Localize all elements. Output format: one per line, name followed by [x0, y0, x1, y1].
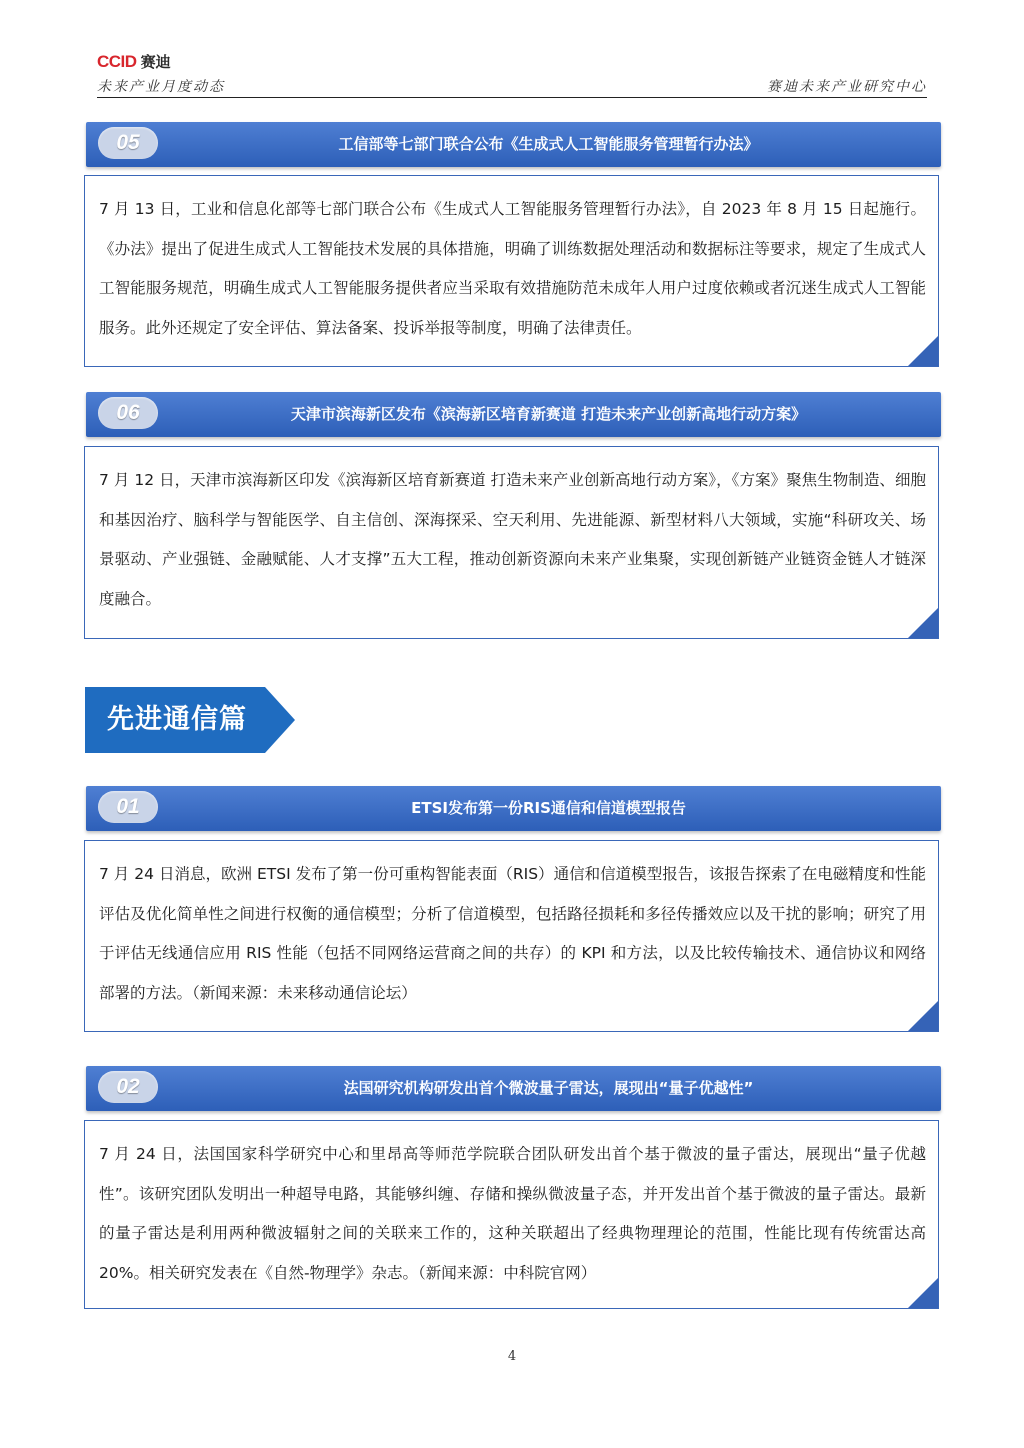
- logo-cn: 赛迪: [140, 53, 171, 71]
- header-divider: [97, 97, 927, 98]
- corner-decoration: [908, 1001, 938, 1031]
- news-body-text: 7 月 24 日消息，欧洲 ETSI 发布了第一份可重构智能表面（RIS）通信和信道模型报告，该报告探索了在电磁精度和性能评估及优化简单性之间进行权衡的通信模型；分析了信道模型，包括路径损耗和多径传播效应以及干扰的影响；研究了用于评估无线通信应用 RIS 性能（包括不同网络运营商之间的共存）的 KPI 和方法，以及比较传输技术、通信协议和网络部署的方法。（新闻来源：未来移动通信论坛）: [99, 865, 926, 1002]
- header-right-title: 赛迪未来产业研究中心: [767, 79, 927, 95]
- news-title: 工信部等七部门联合公布《生成式人工智能服务管理暂行办法》: [338, 135, 759, 153]
- news-body-text: 7 月 13 日，工业和信息化部等七部门联合公布《生成式人工智能服务管理暂行办法》，自 2023 年 8 月 15 日起施行。《办法》提出了促进生成式人工智能技术发展的具体措施，明确了训练数据处理活动和数据标注等要求，规定了生成式人工智能服务规范，明确生成式人工智能服务提供者应当采取有效措施防范未成年人用户过度依赖或者沉迷生成式人工智能服务。此外还规定了安全评估、算法备案、投诉举报等制度，明确了法律责任。: [99, 200, 926, 337]
- news-title-bar: [86, 1066, 941, 1111]
- news-number-badge: 05: [98, 127, 158, 159]
- news-number-badge: 06: [98, 397, 158, 429]
- page-number: 4: [507, 1349, 517, 1364]
- news-number-badge: 01: [98, 791, 158, 823]
- logo-brand: CCID: [97, 52, 137, 71]
- corner-decoration: [908, 608, 938, 638]
- news-number-badge: 02: [98, 1071, 158, 1103]
- section-banner: [85, 687, 295, 753]
- news-body-box: [84, 840, 939, 1032]
- news-body-box: [84, 1120, 939, 1309]
- corner-decoration: [908, 1278, 938, 1308]
- news-title-bar: [86, 786, 941, 831]
- header-left-title: 未来产业月度动态: [97, 79, 225, 95]
- logo: [97, 52, 171, 72]
- news-title: 天津市滨海新区发布《滨海新区培育新赛道 打造未来产业创新高地行动方案》: [290, 405, 807, 423]
- news-title-bar: [86, 122, 941, 167]
- corner-decoration: [908, 336, 938, 366]
- section-title: 先进通信篇: [107, 704, 247, 735]
- news-title-bar: [86, 392, 941, 437]
- news-title: ETSI发布第一份RIS通信和信道模型报告: [411, 799, 686, 817]
- news-title: 法国研究机构研发出首个微波量子雷达，展现出“量子优越性”: [343, 1079, 754, 1097]
- news-body-text: 7 月 12 日，天津市滨海新区印发《滨海新区培育新赛道 打造未来产业创新高地行动方案》，《方案》聚焦生物制造、细胞和基因治疗、脑科学与智能医学、自主信创、深海探采、空天利用、先进能源、新型材料八大领域，实施“科研攻关、场景驱动、产业强链、金融赋能、人才支撑”五大工程，推动创新资源向未来产业集聚，实现创新链产业链资金链人才链深度融合。: [99, 471, 926, 608]
- news-body-box: [84, 446, 939, 639]
- news-body-text: 7 月 24 日，法国国家科学研究中心和里昂高等师范学院联合团队研发出首个基于微波的量子雷达，展现出“量子优越性”。该研究团队发明出一种超导电路，其能够纠缠、存储和操纵微波量子态，并开发出首个基于微波的量子雷达。最新的量子雷达是利用两种微波辐射之间的关联来工作的，这种关联超出了经典物理理论的范围，性能比现有传统雷达高 20%。相关研究发表在《自然-物理学》杂志。（新闻来源：中科院官网）: [99, 1145, 926, 1282]
- news-body-box: [84, 175, 939, 367]
